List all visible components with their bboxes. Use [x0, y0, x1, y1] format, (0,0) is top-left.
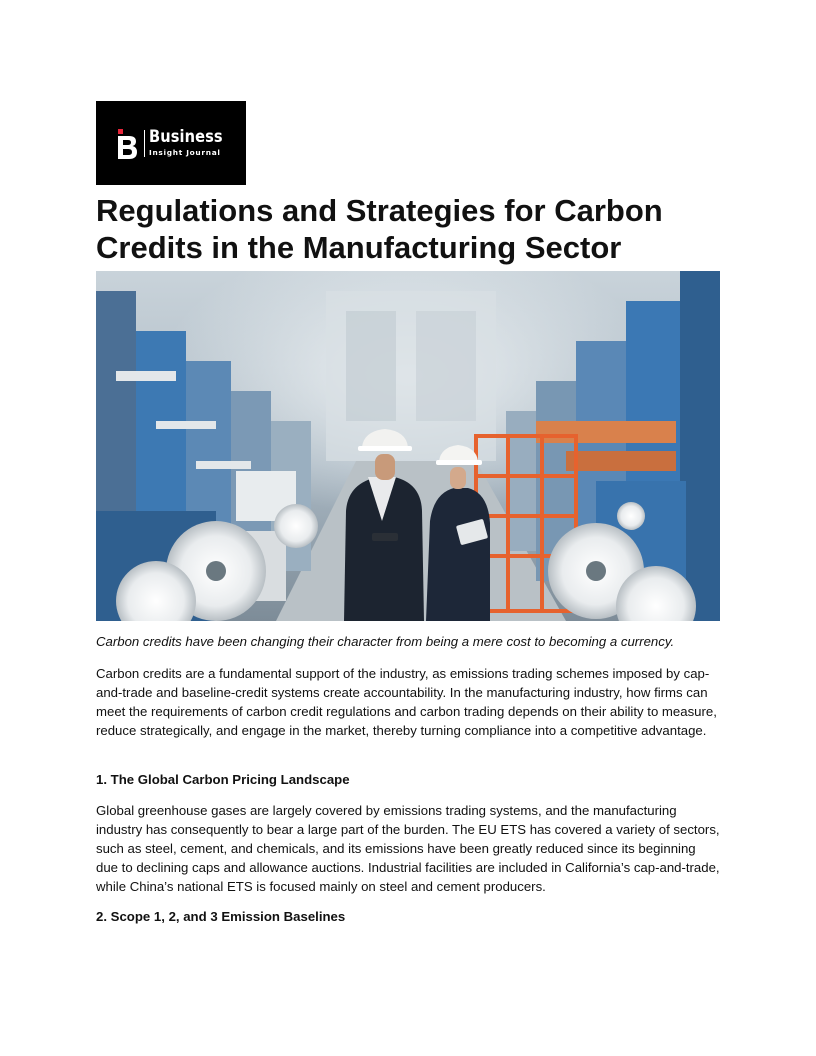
logo-b-icon: [118, 129, 140, 159]
image-caption: Carbon credits have been changing their character from being a mere cost to becoming a currency.: [96, 634, 675, 649]
logo-divider: [144, 130, 145, 157]
intro-paragraph: Carbon credits are a fundamental support of the industry, as emissions trading schemes imposed by cap-and-trade and baseline-credit systems create accountability. In the manufacturing industry, how firms can meet the requirements of carbon credit regulations and carbon trading depends on their ability to measure, reduce strategically, and engage in the market, thereby turning compliance into a competitive advantage.: [96, 666, 717, 738]
publication-logo[interactable]: [96, 101, 246, 185]
section-1-paragraph: Global greenhouse gases are largely covered by emissions trading systems, and the manufacturing industry has consequently to bear a large part of the burden. The EU ETS has covered a variety of sectors, such as steel, cement, and chemicals, and its emissions have been greatly reduced since its beginning due to declining caps and allowance auctions. Industrial facilities are included in California’s cap-and-trade, while China’s national ETS is focused mainly on steel and cement producers.: [96, 803, 720, 894]
section-heading-2: 2. Scope 1, 2, and 3 Emission Baselines: [96, 909, 346, 924]
article-title: Regulations and Strategies for Carbon Credits in the Manufacturing Sector: [96, 193, 663, 265]
factory-illustration: [96, 271, 720, 621]
logo-name-line2: Insight Journal: [149, 148, 221, 157]
section-heading-1: 1. The Global Carbon Pricing Landscape: [96, 772, 350, 787]
logo-name-line1: Business: [149, 127, 223, 147]
hero-image: [96, 271, 720, 621]
